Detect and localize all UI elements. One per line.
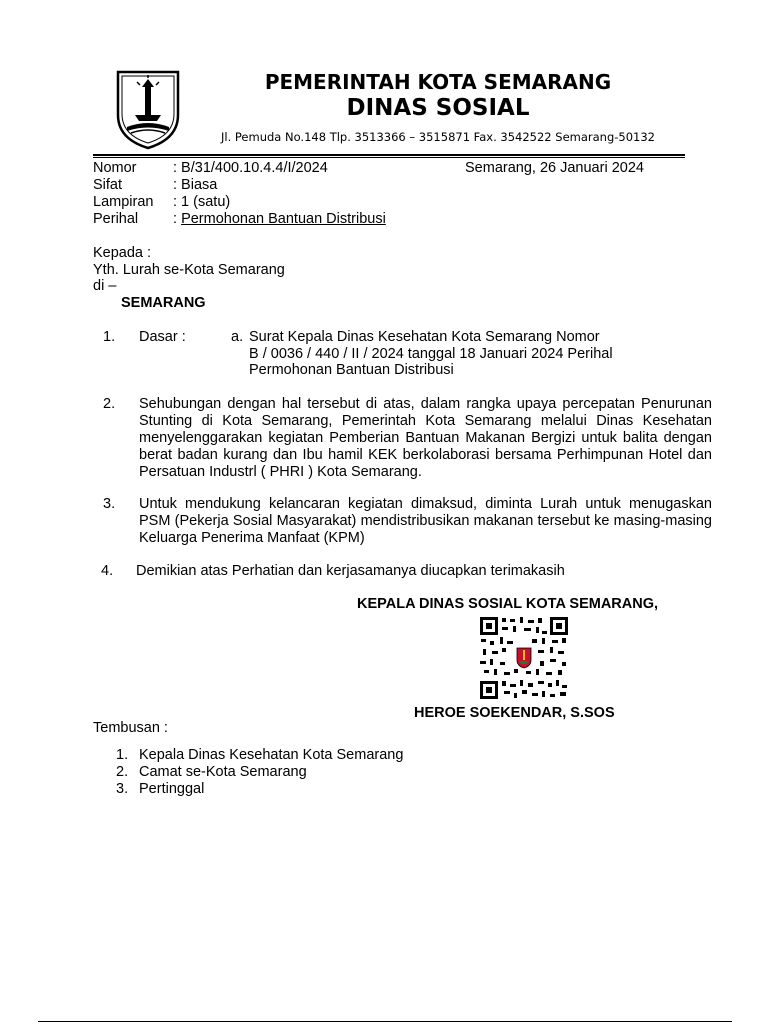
point-4-text: Demikian atas Perhatian dan kerjasamanya diucapkan terimakasih — [136, 563, 565, 579]
org-name-line1: PEMERINTAH KOTA SEMARANG — [264, 70, 612, 94]
point-1-number: 1. — [103, 329, 116, 345]
header-rule-thick — [93, 154, 685, 156]
point-2-text: Sehubungan dengan hal tersebut di atas, dalam rangka upaya percepatan Penurunan Stunting di Kota Semarang, Pemerintah Kota Semarang melalui Dinas Kesehatan menyelenggarakan kegiatan Pemberian Bantuan Makanan Bergizi untuk balita dengan berat badan kurang dan Ibu hamil KEK berkolaborasi bersama Perhimpunan Hotel dan Persatuan Industrl ( PHRI ) Kota Semarang. — [139, 396, 712, 480]
perihal-label: Perihal — [93, 211, 139, 227]
sifat-row — [93, 177, 217, 194]
signatory-title: KEPALA DINAS SOSIAL KOTA SEMARANG, — [357, 596, 659, 612]
cc-item-1-text: Kepala Dinas Kesehatan Kota Semarang — [139, 747, 404, 763]
cc-item-3-number: 3. — [116, 781, 129, 797]
page-bottom-rule — [38, 1021, 732, 1022]
lampiran-row — [93, 194, 230, 211]
cc-item-2-text: Camat se-Kota Semarang — [139, 764, 307, 780]
point-4-number: 4. — [101, 563, 114, 579]
point-3-text: Untuk mendukung kelancaran kegiatan dimaksud, diminta Lurah untuk menugaskan PSM (Pekerja Sosial Masyarakat) mendistribusikan makanan tersebut ke masing-masing Keluarga Penerima Manfaat (KPM) — [139, 496, 712, 546]
nomor-label: Nomor — [93, 160, 137, 176]
addressee-city: SEMARANG — [121, 295, 206, 311]
point-2-number: 2. — [103, 396, 116, 412]
header-rule-thin — [93, 157, 685, 158]
addressee-name: Yth. Lurah se-Kota Semarang — [93, 262, 285, 278]
org-address: Jl. Pemuda No.148 Tlp. 3513366 – 3515871 Fax. 3542522 Semarang-50132 — [221, 130, 655, 144]
point-1-sub-line3: Permohonan Bantuan Distribusi — [249, 362, 454, 378]
perihal-colon: : — [173, 211, 182, 227]
signatory-name: HEROE SOEKENDAR, S.SOS — [414, 705, 615, 721]
lampiran-value: : 1 (satu) — [173, 194, 231, 210]
lampiran-label: Lampiran — [93, 194, 154, 210]
point-1-sub-line1: Surat Kepala Dinas Kesehatan Kota Semarang Nomor — [249, 329, 600, 345]
cc-item-3-text: Pertinggal — [139, 781, 205, 797]
point-3-number: 3. — [103, 496, 116, 512]
perihal-value: Permohonan Bantuan Distribusi — [181, 211, 386, 227]
nomor-row — [93, 160, 328, 177]
nomor-value: : B/31/400.10.4.4/I/2024 — [173, 160, 328, 176]
city-emblem-logo — [115, 69, 181, 151]
addressee-di: di – — [93, 278, 117, 294]
kepada-label: Kepada : — [93, 245, 152, 261]
sifat-value: : Biasa — [173, 177, 218, 193]
cc-item-2-number: 2. — [116, 764, 129, 780]
org-name-line2: DINAS SOSIAL — [346, 95, 530, 121]
perihal-row — [93, 211, 386, 228]
point-1-label: Dasar : — [139, 329, 186, 345]
point-1-sub-line2: B / 0036 / 440 / II / 2024 tanggal 18 Januari 2024 Perihal — [249, 346, 613, 362]
qr-code-signature — [480, 617, 568, 699]
cc-item-1-number: 1. — [116, 747, 129, 763]
letter-date: Semarang, 26 Januari 2024 — [465, 160, 644, 176]
cc-label: Tembusan : — [93, 720, 168, 736]
sifat-label: Sifat — [93, 177, 123, 193]
point-1-sub-letter: a. — [231, 329, 244, 345]
